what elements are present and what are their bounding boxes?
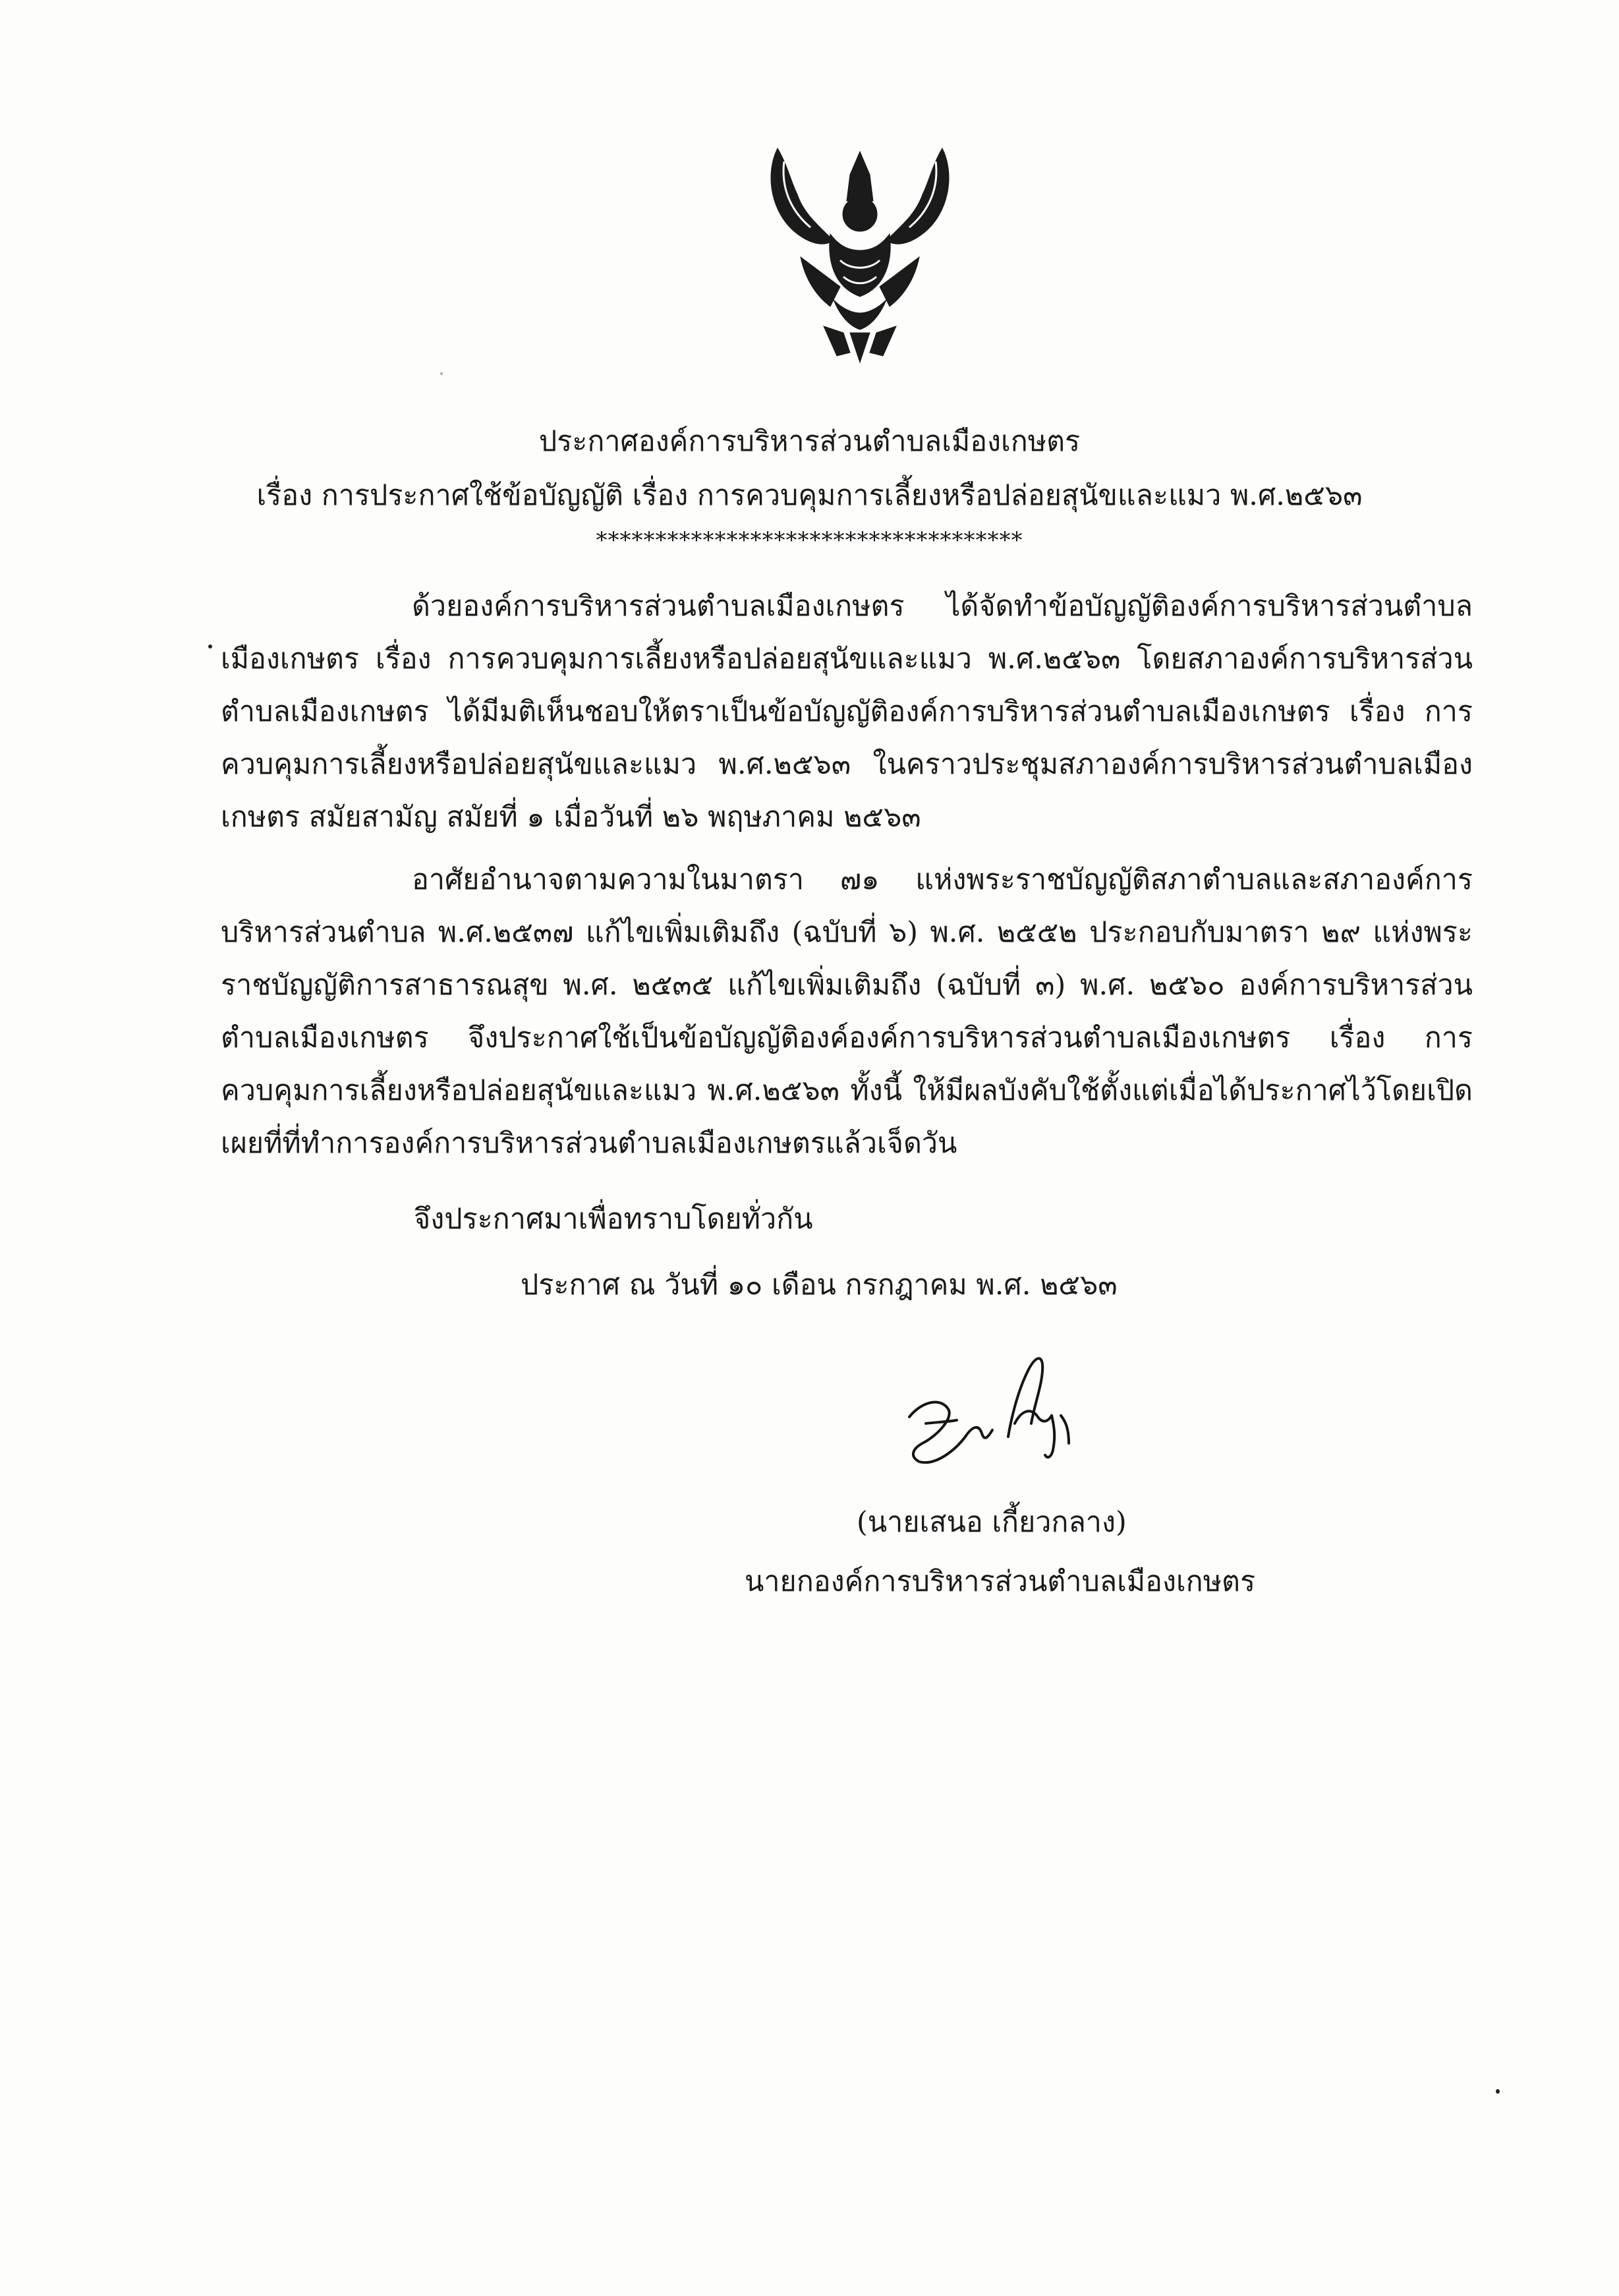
announcement-date: ประกาศ ณ วันที่ ๑๐ เดือน กรกฎาคม พ.ศ. ๒๕๖๓ [521, 1269, 1118, 1302]
announcement-subject: เรื่อง การประกาศใช้ข้อบัญญัติ เรื่อง การควบคุมการเลี้ยงหรือปล่อยสุนัขและแมว พ.ศ.๒๕๖๓ [256, 479, 1363, 512]
handwritten-signature [896, 1344, 1133, 1483]
separator-line: ************************************ [596, 527, 1023, 554]
closing-statement: จึงประกาศมาเพื่อทราบโดยทั่วกัน [414, 1203, 813, 1236]
garuda-emblem-icon [751, 135, 969, 366]
body-paragraph-2: อาศัยอำนาจตามความในมาตรา ๗๑ แห่งพระราชบัญญัติสภาตำบลและสภาองค์การบริหารส่วนตำบล พ.ศ.๒๕๓๗ แก้ไขเพิ่มเติมถึง (ฉบับที่ ๖) พ.ศ. ๒๕๕๒ ประกอบกับมาตรา ๒๙ แห่งพระราชบัญญัติการสาธารณสุข พ.ศ. ๒๕๓๕ แก้ไขเพิ่มเติมถึง (ฉบับที่ ๓) พ.ศ. ๒๕๖๐ องค์การบริหารส่วนตำบลเมืองเกษตร จึงประกาศใช้เป็นข้อบัญญัติองค์องค์การบริหารส่วนตำบลเมืองเกษตร เรื่อง การควบคุมการเลี้ยงหรือปล่อยสุนัขและแมว พ.ศ.๒๕๖๓ ทั้งนี้ ให้มีผลบังคับใช้ตั้งแต่เมื่อได้ประกาศไว้โดยเปิดเผยที่ที่ทำการองค์การบริหารส่วนตำบลเมืองเกษตรแล้วเจ็ดวัน [221, 863, 1473, 1160]
signer-name: (นายเสนอ เกี้ยวกลาง) [857, 1506, 1127, 1539]
scan-speck [1496, 2089, 1500, 2094]
body-paragraph-1: ด้วยองค์การบริหารส่วนตำบลเมืองเกษตร ได้จัดทำข้อบัญญัติองค์การบริหารส่วนตำบลเมืองเกษตร เรื่อง การควบคุมการเลี้ยงหรือปล่อยสุนัขและแมว พ.ศ.๒๕๖๓ โดยสภาองค์การบริหารส่วนตำบลเมืองเกษตร ได้มีมติเห็นชอบให้ตราเป็นข้อบัญญัติองค์การบริหารส่วนตำบลเมืองเกษตร เรื่อง การควบคุมการเลี้ยงหรือปล่อยสุนัขและแมว พ.ศ.๒๕๖๓ ในคราวประชุมสภาองค์การบริหารส่วนตำบลเมืองเกษตร สมัยสามัญ สมัยที่ ๑ เมื่อวันที่ ๒๖ พฤษภาคม ๒๕๖๓ [221, 590, 1473, 834]
announcement-title: ประกาศองค์การบริหารส่วนตำบลเมืองเกษตร [538, 425, 1081, 458]
scan-speck [208, 645, 212, 648]
signer-title: นายกองค์การบริหารส่วนตำบลเมืองเกษตร [745, 1565, 1256, 1598]
scan-speck [440, 372, 443, 375]
